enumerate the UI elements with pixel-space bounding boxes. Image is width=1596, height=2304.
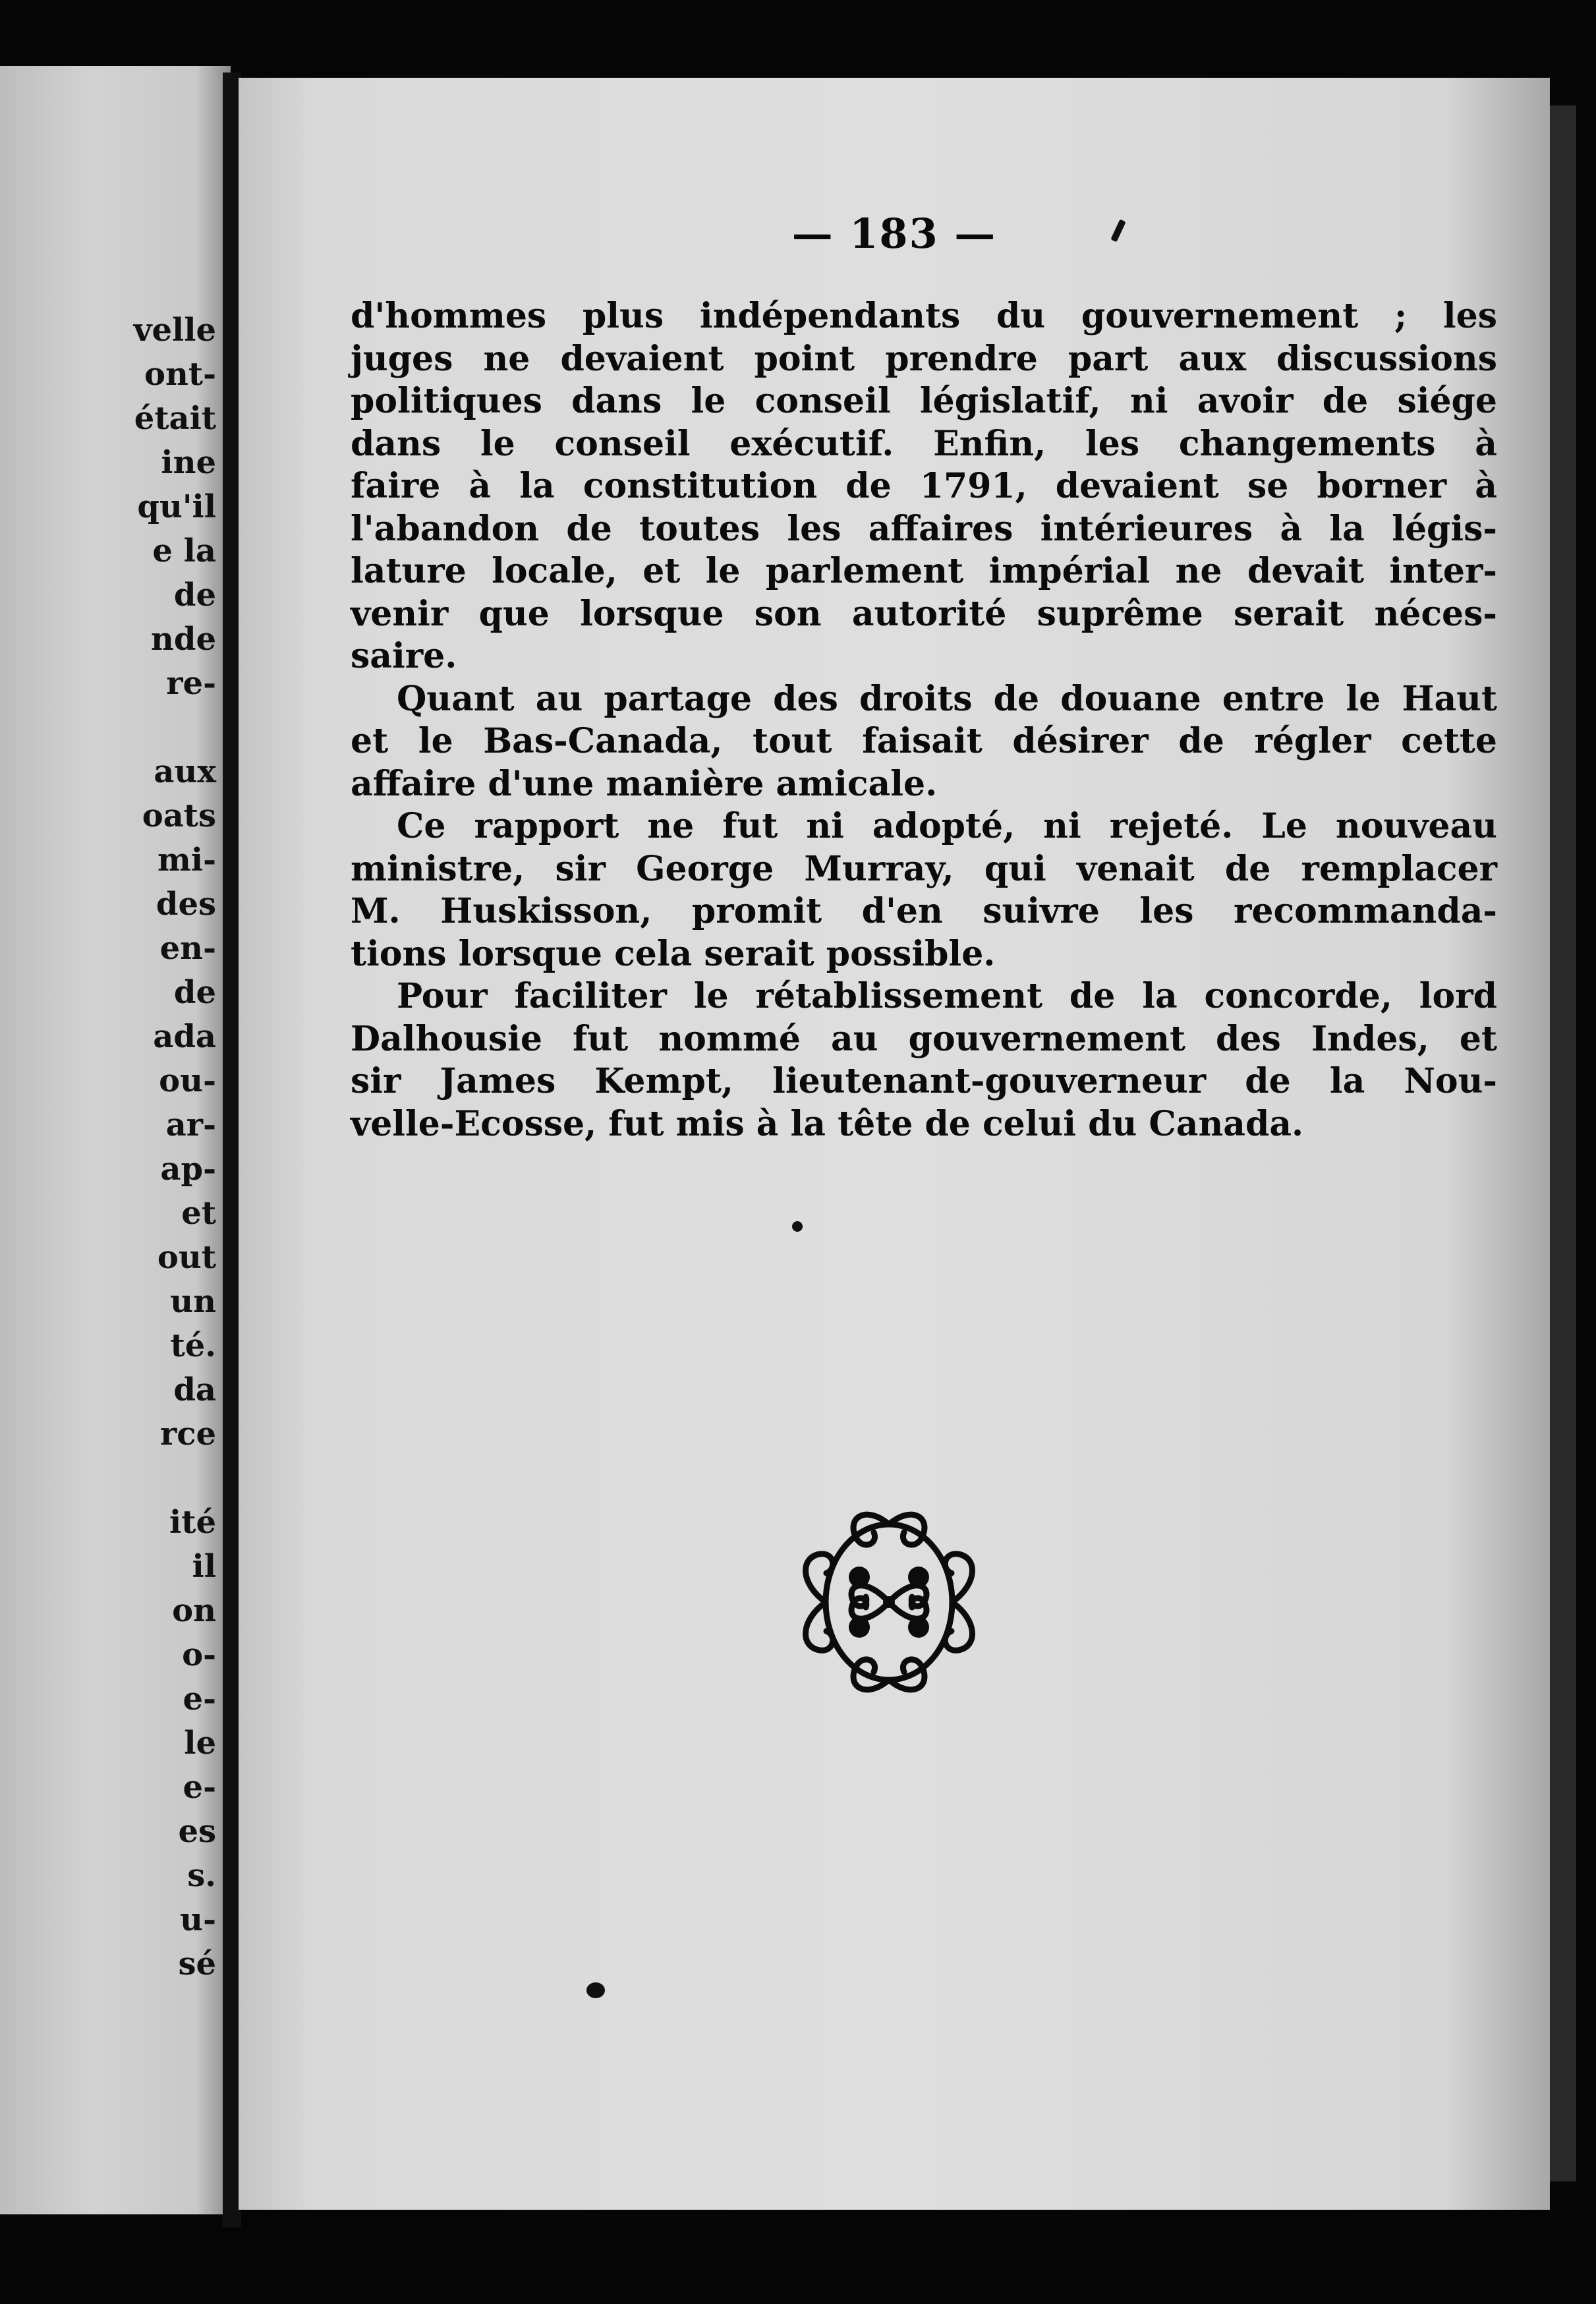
text-line: Dalhousie fut nommé au gouvernement des Indes, et (351, 1018, 1497, 1059)
left-page-fragment (0, 66, 231, 2214)
text-line: politiques dans le conseil législatif, ni avoir de siége (351, 381, 1497, 421)
left-fragment-line: ar- (165, 1107, 216, 1143)
left-fragment-line: qu'il (137, 488, 216, 525)
page-edge (1550, 105, 1576, 2181)
left-fragment-line: ada (153, 1018, 216, 1055)
left-page-text (18, 308, 216, 1986)
left-fragment-line: s. (187, 1857, 216, 1894)
ink-speck (792, 1221, 803, 1232)
left-fragment-line: u- (180, 1901, 216, 1938)
text-line: l'abandon de toutes les affaires intérieures à la légis- (351, 508, 1497, 549)
left-fragment-line: out (157, 1239, 216, 1276)
text-line: Quant au partage des droits de douane entre le Haut (397, 678, 1497, 719)
left-fragment-line: ité (169, 1504, 216, 1541)
left-fragment-line: aux (154, 753, 216, 790)
left-fragment-line: ap- (160, 1151, 216, 1188)
text-line: et le Bas-Canada, tout faisait désirer de régler cette (351, 721, 1497, 761)
text-line: tions lorsque cela serait possible. (351, 933, 996, 974)
left-fragment-line: en- (159, 930, 216, 967)
left-fragment-line (18, 1456, 216, 1501)
text-line: ministre, sir George Murray, qui venait de remplacer (351, 848, 1497, 889)
left-fragment-line: té. (170, 1327, 216, 1364)
text-line: M. Huskisson, promit d'en suivre les recommanda- (351, 891, 1497, 931)
left-fragment-line: da (173, 1371, 216, 1408)
text-line: affaire d'une manière amicale. (351, 763, 938, 804)
text-line: saire. (351, 636, 457, 676)
text-line: venir que lorsque son autorité suprême serait néces- (351, 593, 1497, 634)
text-line: faire à la constitution de 1791, devaient se borner à (351, 466, 1497, 506)
left-fragment-line: de (173, 577, 216, 614)
left-fragment-line: des (156, 886, 216, 923)
left-fragment-line (18, 706, 216, 750)
left-fragment-line: était (134, 400, 216, 437)
left-fragment-line: o- (182, 1636, 216, 1673)
ink-speck (586, 1982, 605, 1998)
left-fragment-line: il (192, 1548, 216, 1585)
left-fragment-line: rce (159, 1416, 216, 1453)
left-fragment-line: sé (178, 1945, 216, 1982)
left-fragment-line: oats (142, 797, 216, 834)
left-fragment-line: le (184, 1725, 216, 1762)
text-line: juges ne devaient point prendre part aux discussions (351, 338, 1497, 379)
left-fragment-line: ine (161, 444, 216, 481)
left-fragment-line: re- (166, 665, 216, 702)
book-page (239, 78, 1550, 2210)
text-line: velle-Ecosse, fut mis à la tête de celui du Canada. (351, 1103, 1304, 1144)
page-number: — 183 — (791, 210, 997, 258)
left-fragment-line: ou- (159, 1062, 216, 1099)
left-fragment-line: velle (133, 312, 216, 349)
text-line: d'hommes plus indépendants du gouvernement ; les (351, 296, 1497, 336)
left-fragment-line: de (173, 974, 216, 1011)
left-fragment-line: e- (183, 1681, 216, 1717)
page-body-text (351, 295, 1497, 1145)
text-line: dans le conseil exécutif. Enfin, les changements à (351, 423, 1497, 464)
left-fragment-line: on (172, 1592, 216, 1629)
left-fragment-line: un (170, 1283, 216, 1320)
left-fragment-line: es (178, 1813, 216, 1850)
text-line: lature locale, et le parlement impérial ne devait inter- (351, 551, 1497, 591)
left-fragment-line: mi- (157, 842, 216, 878)
left-fragment-line: et (181, 1195, 216, 1232)
left-fragment-line: nde (151, 621, 216, 658)
left-fragment-line: ont- (144, 356, 216, 393)
left-fragment-line: e- (183, 1769, 216, 1806)
text-line: Ce rapport ne fut ni adopté, ni rejeté. Le nouveau (397, 806, 1497, 846)
printers-ornament-icon (793, 1491, 984, 1709)
left-fragment-line: e la (152, 533, 216, 569)
text-line: sir James Kempt, lieutenant-gouverneur de la Nou- (351, 1061, 1497, 1101)
text-line: Pour faciliter le rétablissement de la concorde, lord (397, 976, 1497, 1016)
